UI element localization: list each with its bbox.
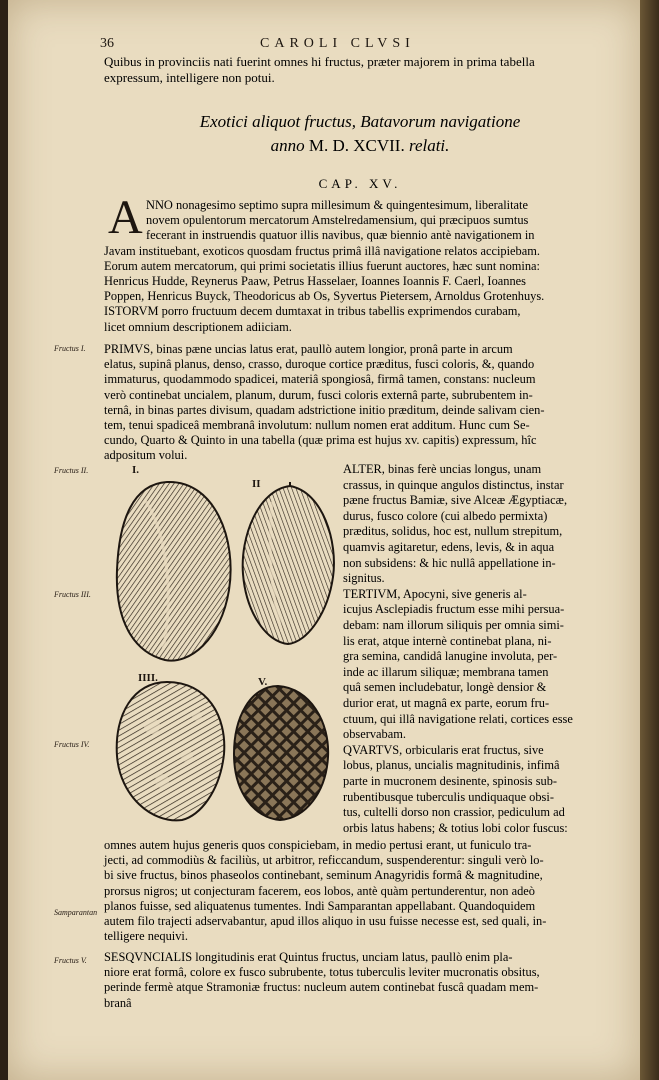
- text-line: TERTIVM, Apocyni, sive generis al-: [343, 586, 527, 601]
- text-line: præditus, solidus, hoc est, nullum strepitum,: [343, 524, 563, 539]
- margin-note-fructus2: Fructus II.: [54, 466, 89, 475]
- text-line: tus, cultelli dorso non crassior, pediculum ad: [343, 805, 565, 820]
- text-line: adpositum volui.: [104, 448, 188, 463]
- text-line: debam: nam illorum siliquis per omnia simi-: [343, 618, 564, 632]
- chapter-heading: CAP. XV.: [318, 176, 402, 191]
- figure-label-iiii: IIII.: [138, 672, 158, 684]
- text-line: perinde fermè atque Stramoniæ fructus: nucleum autem continebat fuscâ quadam mem-: [104, 980, 539, 995]
- text-line: Henricus Hudde, Reynerus Paaw, Petrus Hasselaer, Ioannes Ioannis F. Caerl, Ioannes: [104, 274, 526, 288]
- figure-label-i: I.: [132, 464, 140, 476]
- margin-note-fructus5: Fructus V.: [54, 956, 87, 965]
- title-relati: relati.: [408, 136, 450, 155]
- page-edge: [640, 0, 659, 1080]
- figure-label-v: V.: [258, 676, 268, 688]
- text-line: planos fuisse, sed aliquatenus tumentes. Indi Samparantan appellabant. Quandoquidem: [104, 898, 536, 913]
- text-line: Javam instituebant, exoticos quosdam fructus primâ illâ navigatione relatos accipiebam.: [104, 243, 540, 258]
- text-line: gra semina, candidâ lanugine involuta, per-: [343, 649, 558, 664]
- text-line: novem opulentorum mercatorum Amstelredamensium, qui præcipuos sumtus: [146, 213, 529, 228]
- text-line: quâ semen includebatur, longè densior &: [343, 680, 547, 695]
- margin-note-fructus1: Fructus I.: [54, 344, 86, 353]
- text-line: cundo, Quarto & Quinto in una tabella (quæ prima est hujus xv. capitis) expressum, hîc: [104, 433, 537, 448]
- margin-note-fructus4: Fructus IV.: [54, 740, 90, 749]
- text-line: non subsidens: & hic nullâ appellatione in-: [343, 555, 556, 570]
- running-title: CAROLI CLVSI: [260, 36, 415, 51]
- page-number: 36: [100, 36, 114, 51]
- margin-note-fructus3: Fructus III.: [54, 590, 91, 599]
- text-line: telligere nequivi.: [104, 929, 188, 944]
- text-line: lobus, planus, uncialis magnitudinis, infimâ: [343, 758, 560, 773]
- text-line: lis erat, atque internè continebat plana, ni-: [343, 633, 552, 648]
- woodcut-fruit-2: [238, 482, 340, 647]
- text-line: fecerant in instruendis quatuor illis navibus, quæ biennio antè navigationem in: [146, 228, 535, 243]
- text-line: pæne fructus Bamiæ, sive Alceæ Ægyptiacæ,: [343, 493, 568, 508]
- text-line: NNO nonagesimo septimo supra millesimum & quingentesimum, liberalitate: [146, 198, 528, 212]
- section-title-line2: [100, 136, 620, 156]
- text-line: Eorum autem mercatorum, qui primi societatis illius fuerunt auctores, hæc sunt nomina:: [104, 258, 540, 273]
- woodcut-fruit-4: [112, 676, 230, 824]
- intro-line: Quibus in provinciis nati fuerint omnes hi fructus, præter majorem in prima tabella: [104, 54, 535, 69]
- margin-note-samparantan: Samparantan: [54, 908, 98, 917]
- text-line: inde ac illarum siliquæ; membrana tamen: [343, 664, 549, 679]
- text-line: durior erat, ut magnâ ex parte, eorum fru-: [343, 696, 550, 710]
- intro-line: expressum, intelligere non potui.: [104, 70, 275, 85]
- text-line: licet omnium descriptionem adiiciam.: [104, 319, 292, 334]
- text-line: branâ: [104, 995, 132, 1010]
- text-line: ISTORVM porro fructuum decem dumtaxat in tribus tabellis exprimendos curabam,: [104, 304, 521, 319]
- text-line: orbis latus habens; & totius lobi color fuscus:: [343, 820, 568, 835]
- text-line: prorsus nigros; ut conjecturam facerem, eos lobos, antè quàm pertunderentur, non adeò: [104, 883, 535, 898]
- text-line: immaturus, quodammodo spadicei, materiâ spongiosâ, firmâ tamen, constans: nucleum: [104, 372, 536, 387]
- title-anno: anno: [270, 136, 305, 155]
- woodcut-fruit-1: [105, 470, 240, 670]
- text-line: omnes autem hujus generis quos conspiciebam, in medio pertusi erant, ut funiculo tra-: [104, 838, 532, 852]
- text-line: quamvis agitaretur, edens, levis, & in aqua: [343, 540, 555, 554]
- text-line: observabam.: [343, 727, 406, 742]
- text-line: Poppen, Henricus Buyck, Theodoricus ab Os, Syvertus Pietersem, Arnoldus Grotenhuys.: [104, 289, 545, 304]
- text-line: tem, tenui spadiceâ membranâ involutum: nullum nomen erat additum. Hunc cum Se-: [104, 418, 530, 432]
- text-line: ternâ, in binas partes divisum, quadam adstrictione initio præditum, deinde salivam cien-: [104, 402, 545, 417]
- text-line: verò continebat uncialem, planum, durum, fusci coloris externâ parte, subrubentem in-: [104, 387, 533, 402]
- text-line: jecti, ad commodiùs & faciliùs, ut arbitror, reficcandum, suspenderentur: singuli verò lo-: [104, 853, 544, 868]
- drop-cap: A: [108, 191, 143, 244]
- text-line: ALTER, binas ferè uncias longus, unam: [343, 462, 542, 476]
- text-line: crassus, in quinque angulos distinctus, instar: [343, 477, 564, 492]
- text-line: durus, fusco colore (cui albedo permixta): [343, 508, 548, 523]
- text-line: icujus Asclepiadis fructum esse mihi persua-: [343, 602, 565, 617]
- title-year: M. D. XCVII.: [308, 136, 405, 155]
- text-line: bi sive fructus, binos phaseolos continebant, seminum Anagyridis formâ & magnitudine,: [104, 868, 543, 883]
- text-line: SESQVNCIALIS longitudinis erat Quintus fructus, unciam latus, paullò enim pla-: [104, 950, 513, 964]
- text-line: rubentibusque tuberculis undiquaque obsi-: [343, 789, 554, 804]
- text-line: ctuum, qui illâ navigatione relati, cortices esse: [343, 711, 573, 726]
- section-title-line1: Exotici aliquot fructus, Batavorum navigatione: [199, 112, 521, 131]
- woodcut-fruit-5: [230, 682, 332, 822]
- text-line: elatus, supinâ planus, denso, crasso, duroque cortice præditus, fusci coloris, &, quando: [104, 357, 535, 372]
- text-line: niore erat formâ, colore ex fusco subrubente, totus tuberculis leviter mucronatis obsitus,: [104, 965, 540, 980]
- figure-label-ii: II: [252, 478, 261, 490]
- text-line: signitus.: [343, 571, 385, 586]
- text-line: autem filo trajecti adservabantur, apud illos aliquo in usu fuisse necesse est, sed quali, in-: [104, 914, 547, 928]
- text-line: QVARTVS, orbicularis erat fructus, sive: [343, 742, 544, 757]
- text-line: parte in mucronem desinente, spinosis sub-: [343, 774, 558, 788]
- text-line: PRIMVS, binas pæne uncias latus erat, paullò autem longior, pronâ parte in arcum: [104, 342, 513, 356]
